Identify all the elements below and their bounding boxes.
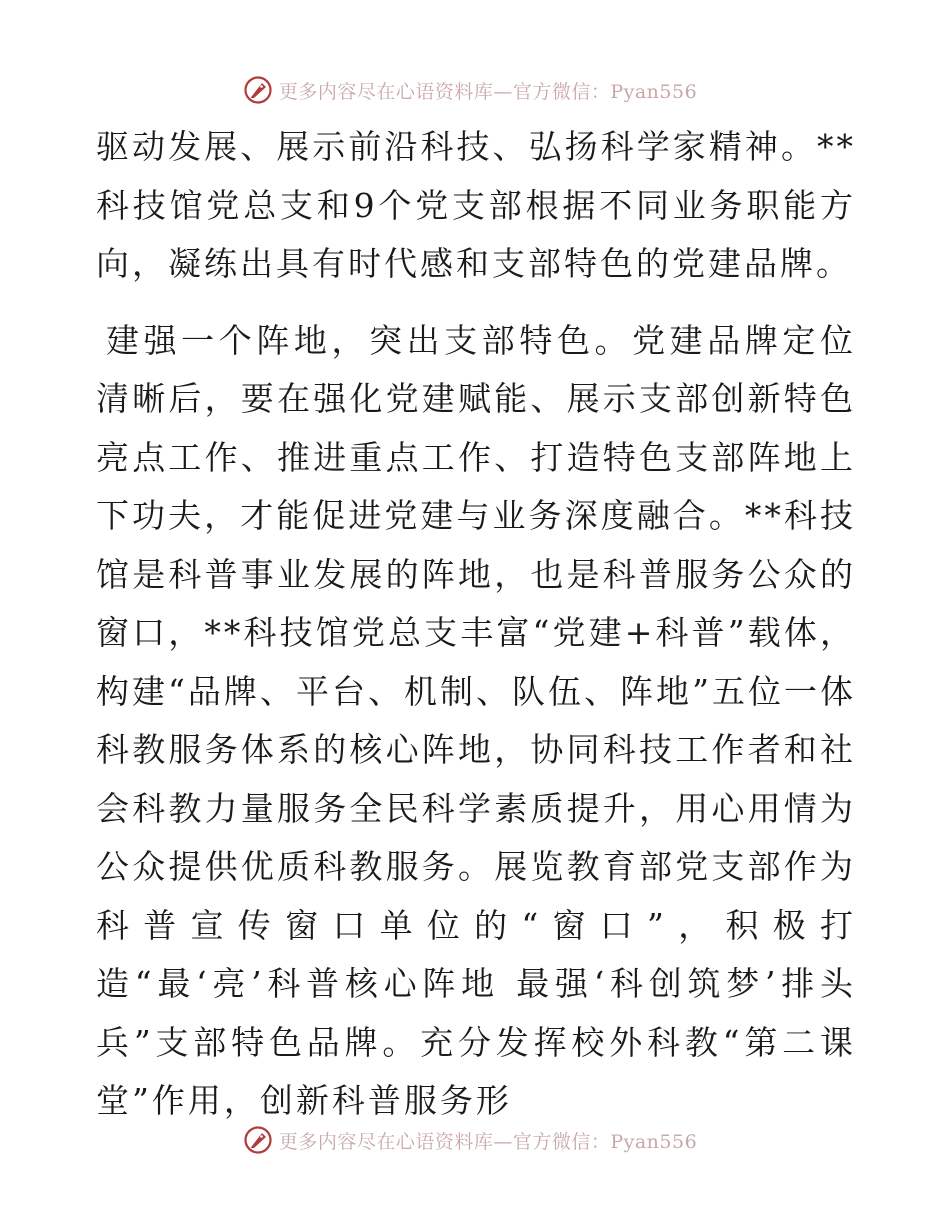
document-body <box>96 118 856 1131</box>
paragraph-2: 建强一个阵地，突出支部特色。党建品牌定位清晰后，要在强化党建赋能、展示支部创新特色亮点工作、推进重点工作、打造特色支部阵地上下功夫，才能促进党建与业务深度融合。**科技馆是科普事业发展的阵地，也是科普服务公众的窗口，**科技馆党总支丰富“党建+科普”载体，构建“品牌、平台、机制、队伍、阵地”五位一体科教服务体系的核心阵地，协同科技工作者和社会科教力量服务全民科学素质提升，用心用情为公众提供优质科教服务。展览教育部党支部作为科普宣传窗口单位的“窗口”，积极打造“最‘亮’科普核心阵地 最强‘科创筑梦’排头兵”支部特色品牌。充分发挥校外科教“第二课堂”作用，创新科普服务形 <box>96 320 856 1120</box>
watermark-group <box>243 1125 697 1155</box>
pen-nib-logo-icon <box>243 75 273 105</box>
watermark-group <box>243 75 697 105</box>
watermark-text: 更多内容尽在心语资料库—官方微信：Pyan556 <box>278 80 698 103</box>
pen-nib-logo-icon <box>243 1125 273 1155</box>
paragraph-1: 驱动发展、展示前沿科技、弘扬科学家精神。**科技馆党总支和9个党支部根据不同业务职能方向，凝练出具有时代感和支部特色的党建品牌。 <box>96 127 856 283</box>
header-watermark <box>0 70 950 110</box>
footer-watermark <box>0 1120 950 1160</box>
watermark-text: 更多内容尽在心语资料库—官方微信：Pyan556 <box>278 1130 698 1153</box>
